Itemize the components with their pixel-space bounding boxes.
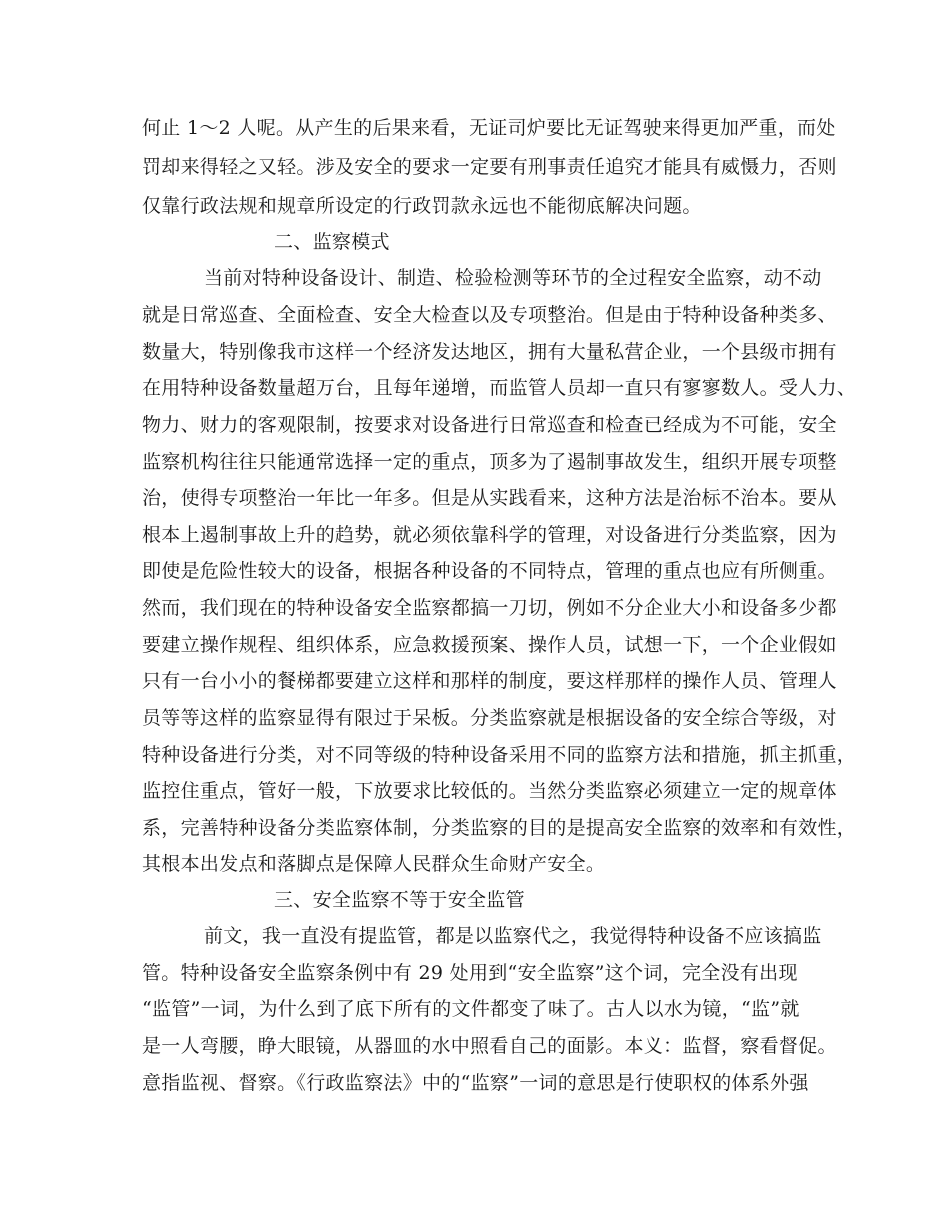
text-line: 特种设备进行分类，对不同等级的特种设备采用不同的监察方法和措施，抓主抓重， bbox=[142, 744, 857, 766]
text-line: 数量大，特别像我市这样一个经济发达地区，拥有大量私营企业，一个县级市拥有 bbox=[142, 341, 837, 363]
text-line: 前文，我一直没有提监管，都是以监察代之，我觉得特种设备不应该搞监 bbox=[204, 925, 822, 947]
text-line: 其根本出发点和落脚点是保障人民群众生命财产安全。 bbox=[142, 853, 606, 875]
text-line: 根本上遏制事故上升的趋势，就必须依靠科学的管理，对设备进行分类监察，因为 bbox=[142, 524, 837, 546]
text-line: “监管”一词，为什么到了底下所有的文件都变了味了。古人以水为镜，“监”就 bbox=[142, 998, 800, 1020]
text-line: 意指监视、督察。《行政监察法》中的“监察”一词的意思是行使职权的体系外强 bbox=[142, 1072, 809, 1094]
text-line: 何止 1～2 人呢。从产生的后果来看，无证司炉要比无证驾驶来得更加严重，而处 bbox=[142, 117, 836, 139]
text-line: 然而，我们现在的特种设备安全监察都搞一刀切，例如不分企业大小和设备多少都 bbox=[142, 597, 837, 619]
text-line: 就是日常巡查、全面检查、安全大检查以及专项整治。但是由于特种设备种类多、 bbox=[142, 304, 837, 326]
text-line: 即使是危险性较大的设备，根据各种设备的不同特点，管理的重点也应有所侧重。 bbox=[142, 560, 837, 582]
text-line: 要建立操作规程、组织体系，应急救援预案、操作人员，试想一下，一个企业假如 bbox=[142, 634, 837, 656]
text-line: 物力、财力的客观限制，按要求对设备进行日常巡查和检查已经成为不可能，安全 bbox=[142, 414, 837, 436]
text-line: 罚却来得轻之又轻。涉及安全的要求一定要有刑事责任追究才能具有威慑力，否则 bbox=[142, 156, 837, 178]
text-line: 当前对特种设备设计、制造、检验检测等环节的全过程安全监察，动不动 bbox=[204, 267, 822, 289]
text-line: 管。特种设备安全监察条例中有 29 处用到“安全监察”这个词，完全没有出现 bbox=[142, 962, 798, 984]
text-line: 监察机构往往只能通常选择一定的重点，顶多为了遏制事故发生，组织开展专项整 bbox=[142, 451, 837, 473]
text-line: 系，完善特种设备分类监察体制，分类监察的目的是提高安全监察的效率和有效性， bbox=[142, 817, 857, 839]
text-line: 只有一台小小的餐梯都要建立这样和那样的制度，要这样那样的操作人员、管理人 bbox=[142, 670, 837, 692]
text-line: 监控住重点，管好一般，下放要求比较低的。当然分类监察必须建立一定的规章体 bbox=[142, 780, 837, 802]
text-line: 在用特种设备数量超万台，且每年递增，而监管人员却一直只有寥寥数人。受人力、 bbox=[142, 377, 857, 399]
text-line: 员等等这样的监察显得有限过于呆板。分类监察就是根据设备的安全综合等级，对 bbox=[142, 707, 837, 729]
text-line: 是一人弯腰，睁大眼镜，从器皿的水中照看自己的面影。本义：监督，察看督促。 bbox=[142, 1035, 837, 1057]
section-heading: 三、安全监察不等于安全监管 bbox=[274, 889, 525, 911]
section-heading: 二、监察模式 bbox=[274, 231, 390, 253]
text-line: 治，使得专项整治一年比一年多。但是从实践看来，这种方法是治标不治本。要从 bbox=[142, 487, 837, 509]
text-line: 仅靠行政法规和规章所设定的行政罚款永远也不能彻底解决问题。 bbox=[142, 195, 702, 217]
